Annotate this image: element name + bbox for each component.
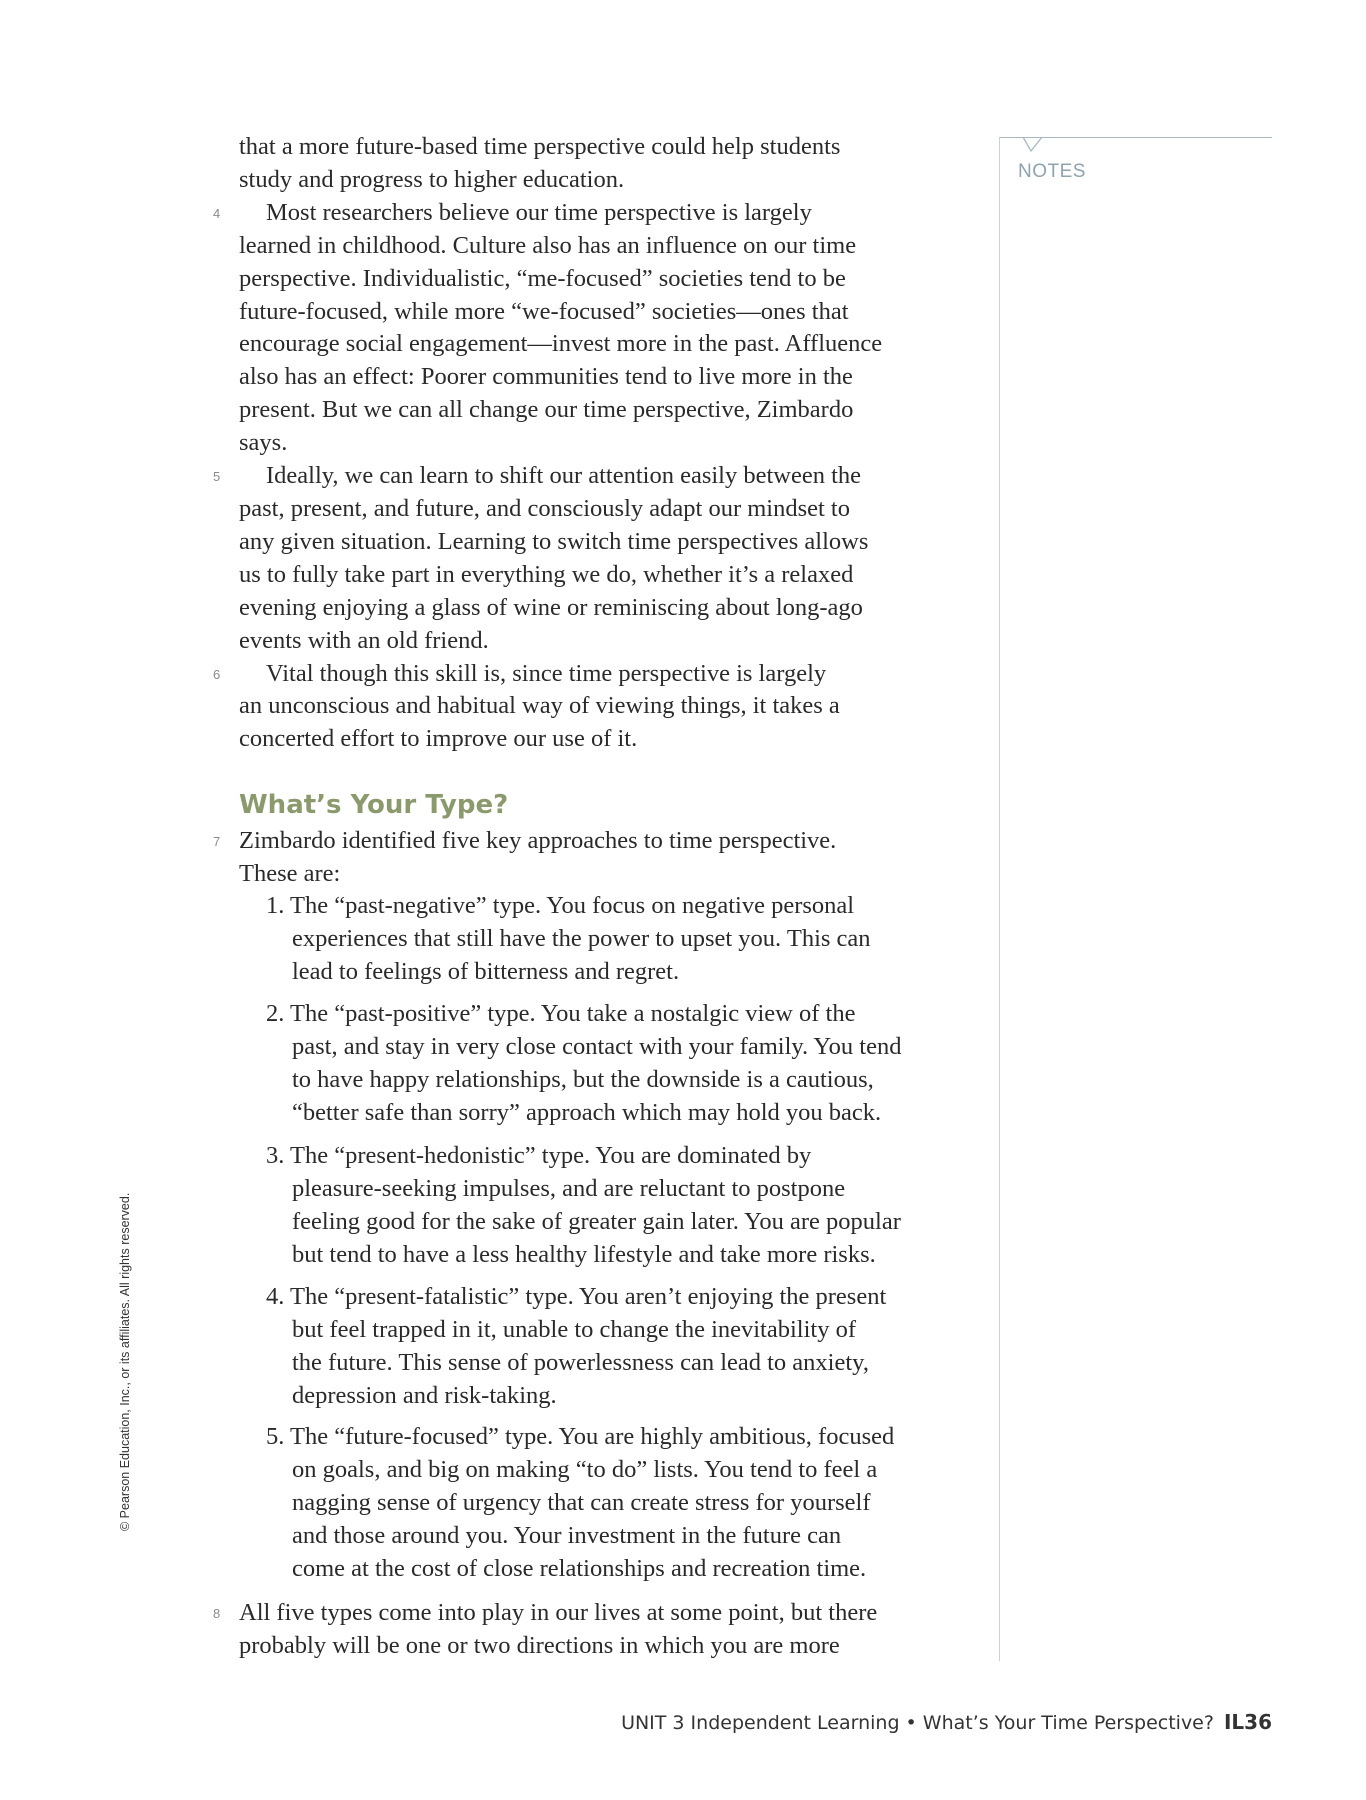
line-text: Ideally, we can learn to shift our attention easily between the xyxy=(266,462,862,490)
text-line: 4. The “present-fatalistic” type. You aren’t enjoying the present xyxy=(266,1283,887,1310)
list-item xyxy=(266,1140,1006,1272)
text-line: lead to feelings of bitterness and regret. xyxy=(292,957,680,985)
paragraph-number: 5 xyxy=(213,469,221,485)
line-text: These are: xyxy=(239,859,341,887)
text-line xyxy=(239,493,999,526)
line-text: learned in childhood. Culture also has an influence on our time xyxy=(239,231,857,259)
line-text: that a more future-based time perspective could help students xyxy=(239,133,841,160)
line-text: All five types come into play in our lives at some point, but there xyxy=(239,1599,878,1626)
text-line: feeling good for the sake of greater gain later. You are popular xyxy=(292,1207,901,1235)
copyright-notice: © Pearson Education, Inc., or its affiliates. All rights reserved. xyxy=(118,1192,132,1531)
text-line xyxy=(213,1597,999,1630)
line-text: Most researchers believe our time perspective is largely xyxy=(266,198,812,226)
page-number: IL36 xyxy=(1223,1710,1272,1734)
text-line: 3. The “present-hedonistic” type. You are dominated by xyxy=(266,1142,812,1169)
text-line: 2. The “past-positive” type. You take a nostalgic view of the xyxy=(266,1000,856,1027)
text-line xyxy=(239,625,999,658)
notes-label: NOTES xyxy=(1018,161,1086,182)
line-text: present. But we can all change our time perspective, Zimbardo xyxy=(239,396,854,424)
text-line: 1. The “past-negative” type. You focus on negative personal xyxy=(266,892,855,919)
text-line xyxy=(239,427,999,460)
paragraph-number: 8 xyxy=(213,1606,221,1621)
line-text: says. xyxy=(239,429,288,457)
text-line: past, and stay in very close contact with your family. You tend xyxy=(292,1032,902,1060)
text-line xyxy=(239,361,999,394)
paragraph-number: 6 xyxy=(213,666,221,682)
text-line xyxy=(239,263,999,296)
line-text: concerted effort to improve our use of it. xyxy=(239,725,638,753)
text-line: but tend to have a less healthy lifestyle and take more risks. xyxy=(292,1240,876,1268)
paragraph-7 xyxy=(213,825,999,891)
text-line: pleasure-seeking impulses, and are reluctant to postpone xyxy=(292,1174,846,1202)
text-line: nagging sense of urgency that can create stress for yourself xyxy=(292,1488,871,1516)
line-text: events with an old friend. xyxy=(239,626,489,654)
list-item xyxy=(266,1281,1006,1413)
list-item xyxy=(266,890,1006,989)
line-text: an unconscious and habitual way of viewing things, it takes a xyxy=(239,692,840,720)
line-text: also has an effect: Poorer communities tend to live more in the xyxy=(239,363,853,391)
text-line xyxy=(239,230,999,263)
text-line xyxy=(239,131,999,164)
paragraph-8 xyxy=(213,1597,999,1663)
line-text: any given situation. Learning to switch time perspectives allows xyxy=(239,527,869,555)
text-line xyxy=(239,1630,999,1663)
line-text: us to fully take part in everything we do, whether it’s a relaxed xyxy=(239,560,854,588)
text-line: and those around you. Your investment in the future can xyxy=(292,1521,842,1549)
text-line xyxy=(239,394,999,427)
text-line xyxy=(239,858,999,891)
paragraph-number: 7 xyxy=(213,834,221,849)
list-item xyxy=(266,1421,1006,1586)
line-text: study and progress to higher education. xyxy=(239,165,625,193)
text-line: but feel trapped in it, unable to change the inevitability of xyxy=(292,1315,857,1343)
line-text: encourage social engagement—invest more in the past. Affluence xyxy=(239,330,883,358)
text-line: to have happy relationships, but the downside is a cautious, xyxy=(292,1065,874,1093)
text-line xyxy=(213,658,999,691)
line-text: evening enjoying a glass of wine or reminiscing about long-ago xyxy=(239,593,863,621)
paragraph-number: 4 xyxy=(213,205,221,221)
page-footer xyxy=(621,1710,1272,1734)
text-line: 5. The “future-focused” type. You are highly ambitious, focused xyxy=(266,1423,895,1450)
list-item xyxy=(266,998,1006,1130)
line-text: future-focused, while more “we-focused” societies—ones that xyxy=(239,297,849,325)
text-line: the future. This sense of powerlessness can lead to anxiety, xyxy=(292,1348,869,1376)
text-line xyxy=(239,526,999,559)
text-line xyxy=(239,559,999,592)
text-line: on goals, and big on making “to do” lists. You tend to feel a xyxy=(292,1455,878,1483)
line-text: Zimbardo identified five key approaches to time perspective. xyxy=(239,827,837,854)
text-line: come at the cost of close relationships and recreation time. xyxy=(292,1554,867,1582)
text-line xyxy=(213,197,999,230)
body-text-top xyxy=(213,131,999,756)
text-line: “better safe than sorry” approach which may hold you back. xyxy=(292,1098,882,1126)
text-line xyxy=(239,690,999,723)
text-line xyxy=(239,592,999,625)
line-text: past, present, and future, and consciously adapt our mindset to xyxy=(239,494,850,522)
line-text: perspective. Individualistic, “me-focused” societies tend to be xyxy=(239,264,846,292)
footer-title: UNIT 3 Independent Learning • What’s Your Time Perspective? xyxy=(621,1712,1214,1734)
text-line xyxy=(239,296,999,329)
section-heading: What’s Your Type? xyxy=(239,790,509,820)
text-line xyxy=(213,460,999,493)
notes-notch-icon xyxy=(1022,137,1044,153)
text-line: depression and risk-taking. xyxy=(292,1381,557,1409)
text-line xyxy=(213,825,999,858)
text-line xyxy=(239,328,999,361)
text-line xyxy=(239,723,999,756)
text-line xyxy=(239,164,999,197)
line-text: Vital though this skill is, since time perspective is largely xyxy=(266,659,827,687)
text-line: experiences that still have the power to upset you. This can xyxy=(292,924,871,952)
line-text: probably will be one or two directions in which you are more xyxy=(239,1631,840,1659)
